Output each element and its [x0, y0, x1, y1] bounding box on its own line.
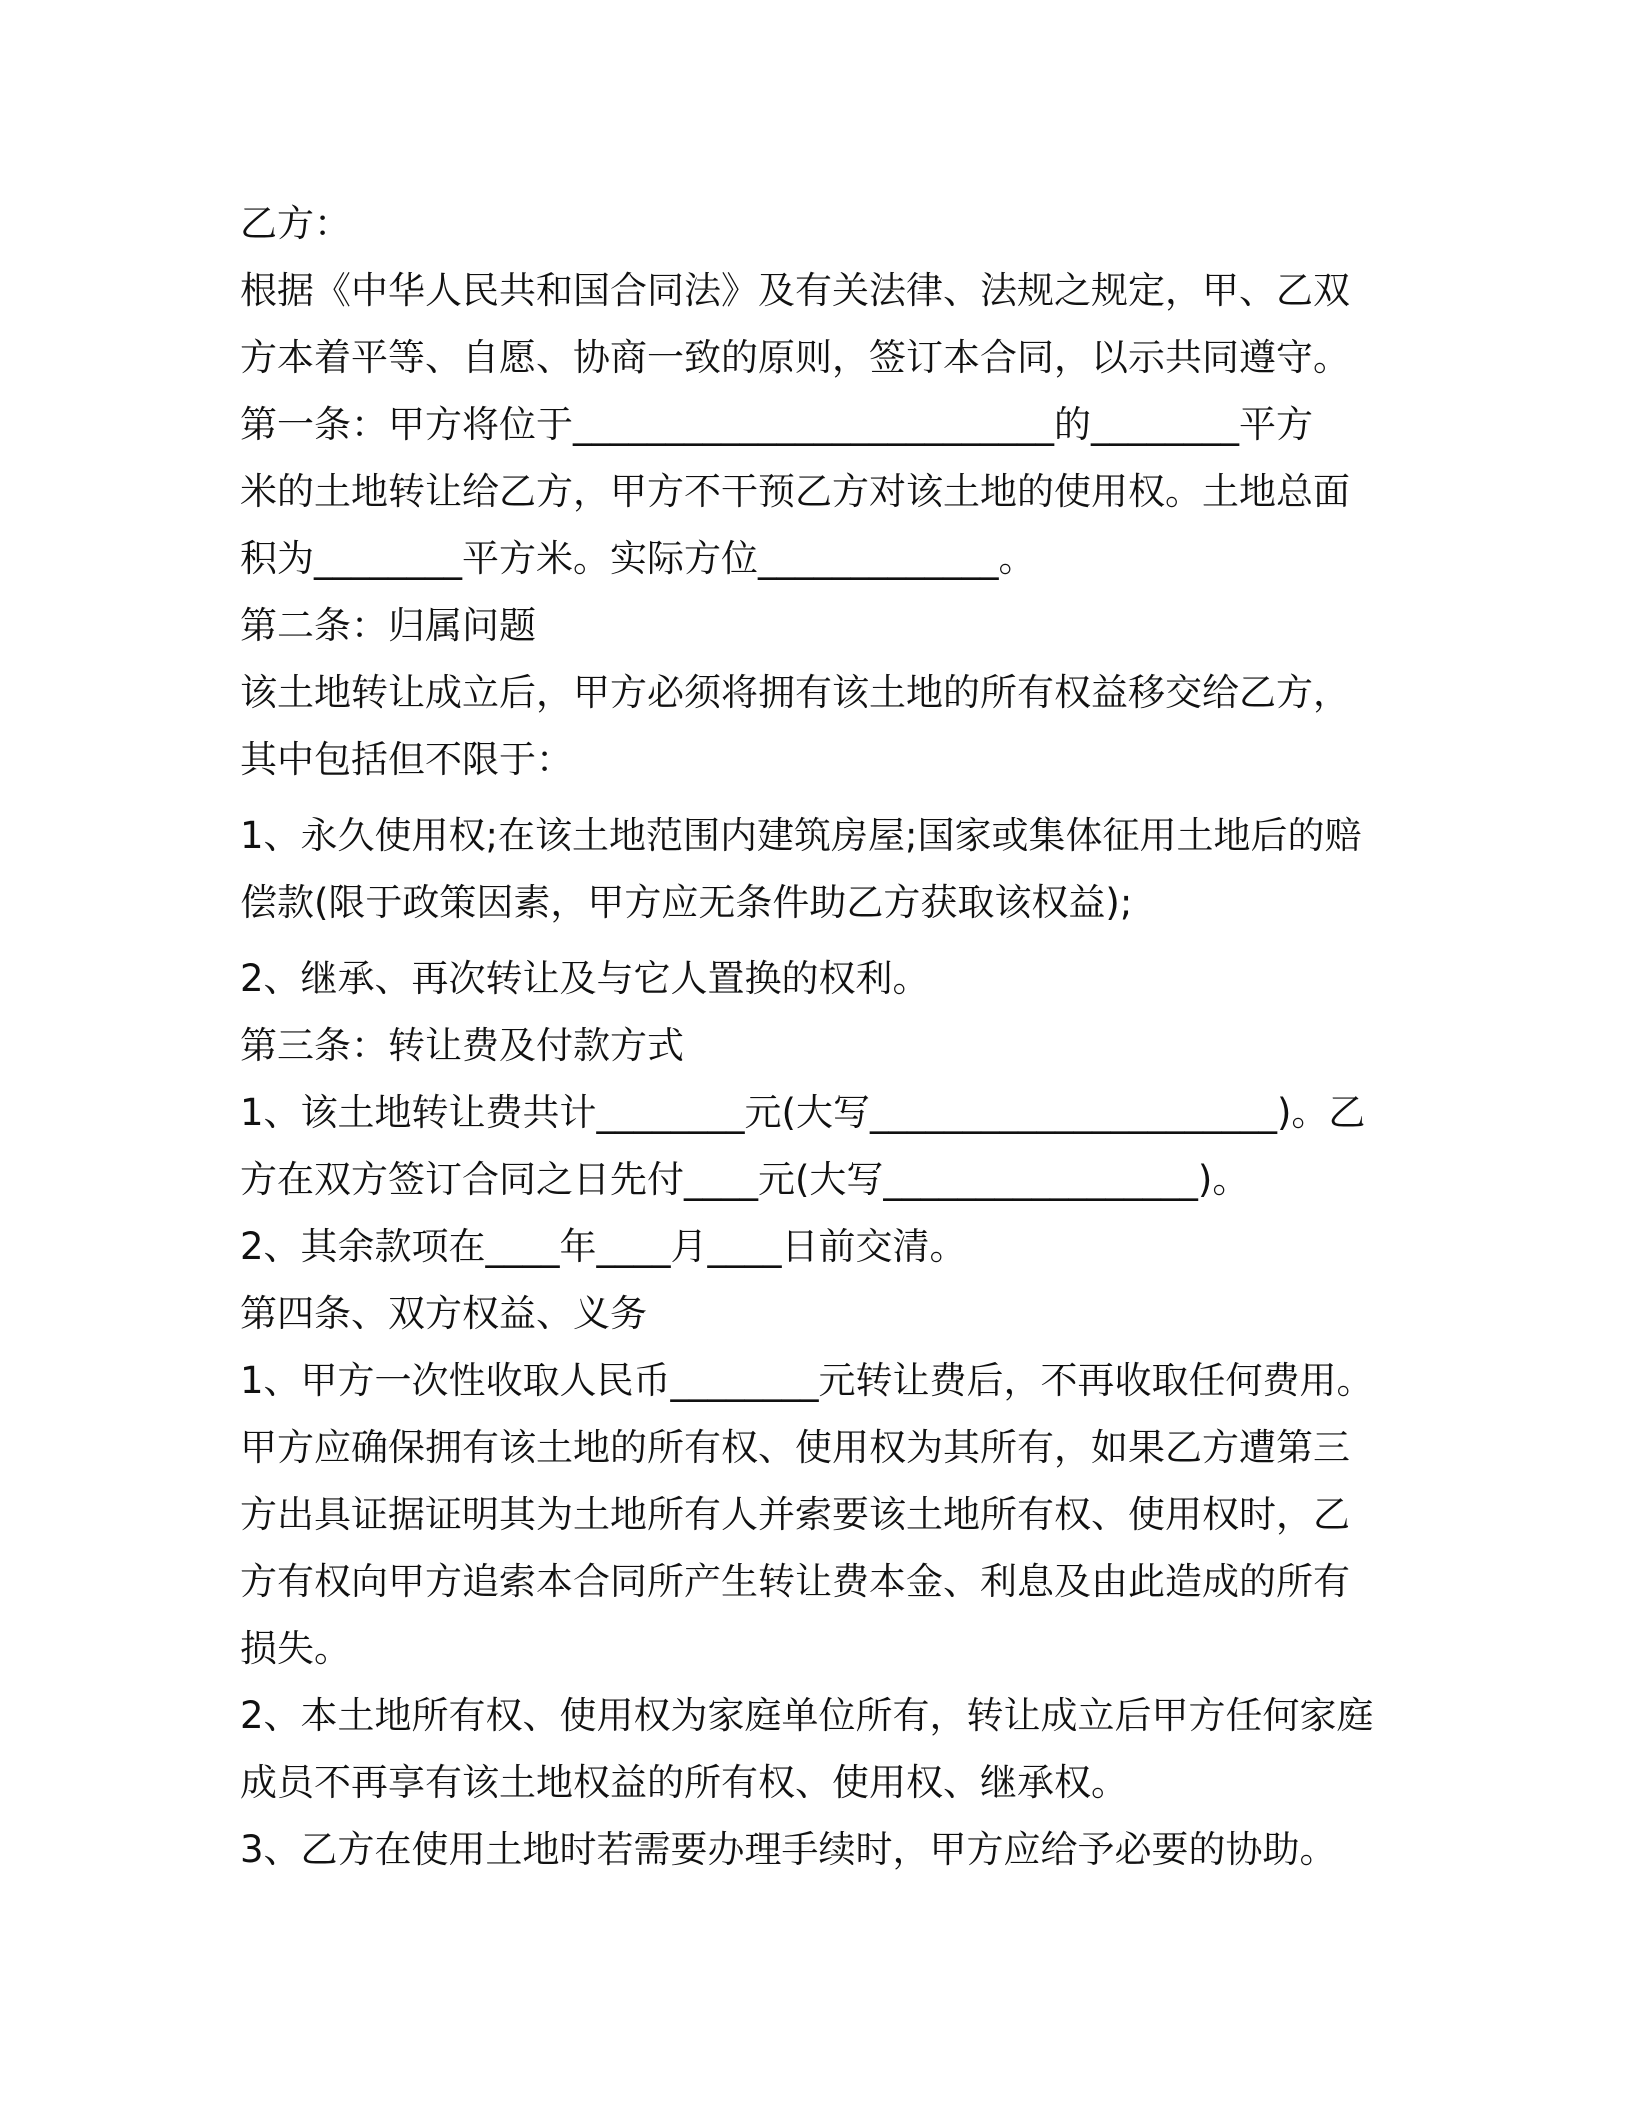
article-4-item-1-line-4: 方有权向甲方追索本合同所产生转让费本金、利息及由此造成的所有: [240, 1560, 1350, 1603]
article-2-line-1: 该土地转让成立后，甲方必须将拥有该土地的所有权益移交给乙方，: [240, 671, 1350, 714]
article-2-heading: 第二条：归属问题: [240, 604, 536, 647]
article-4-heading: 第四条、双方权益、义务: [240, 1292, 647, 1335]
article-4-item-3: 3、乙方在使用土地时若需要办理手续时，甲方应给予必要的协助。: [240, 1828, 1337, 1871]
article-3-item-1-line-2: 方在双方签订合同之日先付____元(大写_________________)。: [240, 1158, 1250, 1201]
article-3-item-1-line-1: 1、该土地转让费共计________元(大写______________________)。乙: [240, 1091, 1366, 1134]
article-1-line-1: 第一条：甲方将位于__________________________的________平方: [240, 403, 1313, 446]
article-2-line-2: 其中包括但不限于：: [240, 738, 573, 781]
article-2-item-2: 2、继承、再次转让及与它人置换的权利。: [240, 957, 930, 1000]
article-4-item-2-line-2: 成员不再享有该土地权益的所有权、使用权、继承权。: [240, 1761, 1128, 1804]
article-4-item-1-line-5: 损失。: [240, 1627, 351, 1670]
article-2-item-1-line-1: 1、永久使用权;在该土地范围内建筑房屋;国家或集体征用土地后的赔: [240, 814, 1362, 857]
article-1-line-2: 米的土地转让给乙方，甲方不干预乙方对该土地的使用权。土地总面: [240, 470, 1350, 513]
article-1-line-3: 积为________平方米。实际方位_____________。: [240, 537, 1036, 580]
article-4-item-1-line-2: 甲方应确保拥有该土地的所有权、使用权为其所有，如果乙方遭第三: [240, 1426, 1350, 1469]
article-4-item-1-line-3: 方出具证据证明其为土地所有人并索要该土地所有权、使用权时，乙: [240, 1493, 1350, 1536]
preamble-line-1: 根据《中华人民共和国合同法》及有关法律、法规之规定，甲、乙双: [240, 269, 1350, 312]
article-4-item-1-line-1: 1、甲方一次性收取人民币________元转让费后，不再收取任何费用。: [240, 1359, 1374, 1402]
preamble-line-2: 方本着平等、自愿、协商一致的原则，签订本合同，以示共同遵守。: [240, 336, 1350, 379]
document-page: [240, 190, 1400, 1883]
article-3-item-2: 2、其余款项在____年____月____日前交清。: [240, 1225, 967, 1268]
party-b-label: 乙方：: [240, 202, 351, 245]
article-4-item-2-line-1: 2、本土地所有权、使用权为家庭单位所有，转让成立后甲方任何家庭: [240, 1694, 1374, 1737]
article-3-heading: 第三条：转让费及付款方式: [240, 1024, 684, 1067]
article-2-item-1-line-2: 偿款(限于政策因素，甲方应无条件助乙方获取该权益);: [240, 881, 1133, 924]
